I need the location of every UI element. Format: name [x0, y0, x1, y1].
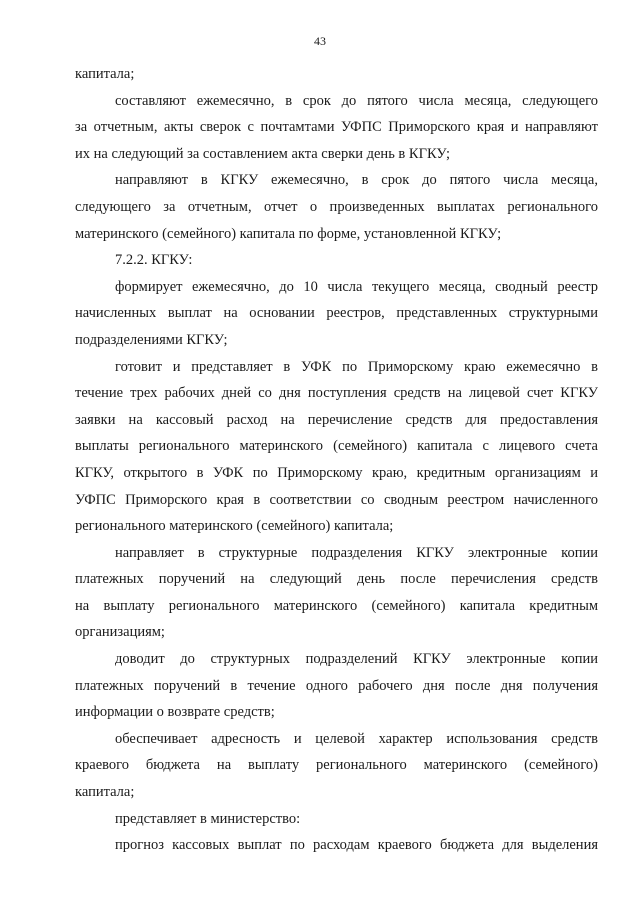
document-body [75, 61, 598, 859]
text-line: регионального материнского (семейного) капитала; [75, 518, 394, 535]
text-line: готовит и представляет в УФК по Приморскому краю ежемесячно в [115, 358, 598, 375]
text-line: следующего за отчетным, отчет о произведенных выплатах регионального [75, 198, 598, 215]
text-line: платежных поручений в течение одного рабочего дня после дня получения [75, 677, 598, 694]
text-line: 7.2.2. КГКУ: [115, 252, 193, 269]
text-line: информации о возврате средств; [75, 704, 275, 721]
page-number: 43 [314, 34, 326, 48]
text-line: их на следующий за составлением акта сверки день в КГКУ; [75, 145, 451, 162]
text-line: формирует ежемесячно, до 10 числа текущего месяца, сводный реестр [115, 278, 598, 295]
text-line: составляют ежемесячно, в срок до пятого числа месяца, следующего [115, 92, 598, 109]
text-line: КГКУ, открытого в УФК по Приморскому краю, кредитным организациям и [75, 464, 598, 481]
text-line: направляют в КГКУ ежемесячно, в срок до пятого числа месяца, [115, 172, 598, 189]
text-line: доводит до структурных подразделений КГКУ электронные копии [115, 651, 598, 668]
text-line: платежных поручений на следующий день после перечисления средств [75, 571, 598, 588]
text-line: материнского (семейного) капитала по форме, установленной КГКУ; [75, 225, 502, 242]
text-line: на выплату регионального материнского (семейного) капитала кредитным [75, 597, 598, 614]
text-line: выплаты регионального материнского (семейного) капитала с лицевого счета [75, 438, 598, 455]
text-line: УФПС Приморского края в соответствии со сводным реестром начисленного [75, 491, 598, 508]
text-line: направляет в структурные подразделения КГКУ электронные копии [115, 544, 598, 561]
text-line: заявки на кассовый расход на перечисление средств для предоставления [75, 411, 598, 428]
text-line: краевого бюджета на выплату регионального материнского (семейного) [75, 757, 598, 774]
text-line: течение трех рабочих дней со дня поступления средств на лицевой счет КГКУ [75, 385, 598, 402]
text-line: капитала; [75, 784, 135, 801]
text-line: организациям; [75, 624, 165, 641]
text-line: прогноз кассовых выплат по расходам краевого бюджета для выделения [115, 837, 598, 854]
text-line: за отчетным, акты сверок с почтамтами УФПС Приморского края и направляют [75, 119, 598, 136]
text-line: обеспечивает адресность и целевой характер использования средств [115, 730, 598, 747]
text-line: капитала; [75, 66, 135, 82]
text-line: подразделениями КГКУ; [75, 331, 228, 348]
text-line: представляет в министерство: [115, 810, 301, 827]
text-line: начисленных выплат на основании реестров, представленных структурными [75, 305, 598, 322]
